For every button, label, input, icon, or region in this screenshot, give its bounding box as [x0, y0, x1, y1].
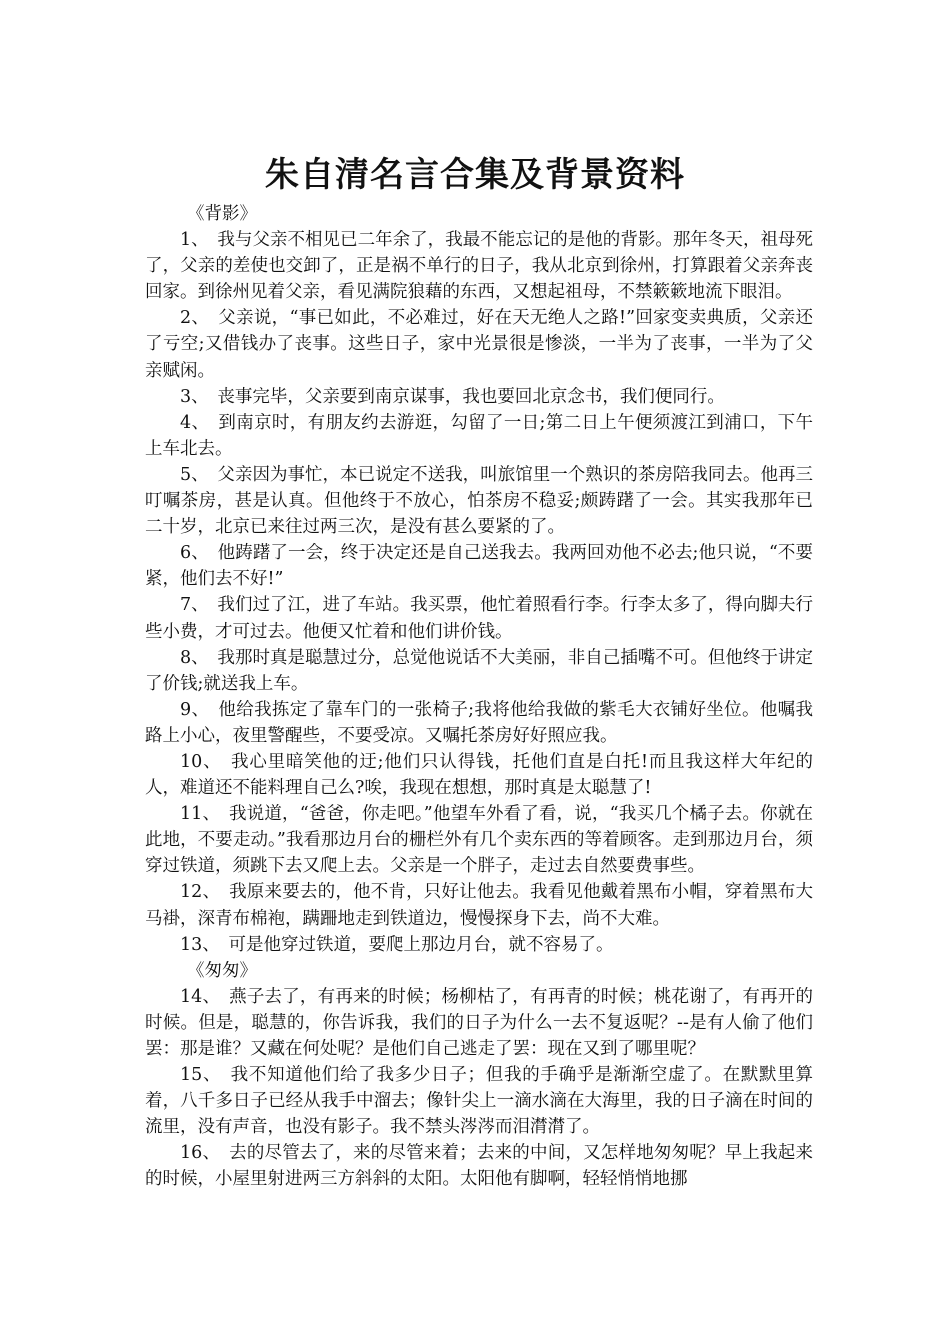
- paragraph: 7、 我们过了江，进了车站。我买票，他忙着照看行李。行李太多了，得向脚夫行些小费，才可过去。他便又忙着和他们讲价钱。: [145, 595, 813, 642]
- paragraph: 8、 我那时真是聪慧过分，总觉他说话不大美丽，非自己插嘴不可。但他终于讲定了价钱;就送我上车。: [145, 647, 813, 694]
- paragraph: 2、 父亲说，“事已如此，不必难过，好在天无绝人之路!”回家变卖典质，父亲还了亏空;又借钱办了丧事。这些日子，家中光景很是惨淡，一半为了丧事，一半为了父亲赋闲。: [145, 308, 813, 381]
- document-body: [145, 201, 813, 1193]
- paragraph: 12、 我原来要去的，他不肯，只好让他去。我看见他戴着黑布小帽，穿着黑布大马褂，深青布棉袍，蹒跚地走到铁道边，慢慢探身下去，尚不大难。: [145, 882, 813, 929]
- paragraph: 11、 我说道，“爸爸，你走吧。”他望车外看了看，说，“我买几个橘子去。你就在此地，不要走动。”我看那边月台的栅栏外有几个卖东西的等着顾客。走到那边月台，须穿过铁道，须跳下去又爬上去。父亲是一个胖子，走过去自然要费事些。: [145, 804, 813, 877]
- paragraph: 5、 父亲因为事忙，本已说定不送我，叫旅馆里一个熟识的茶房陪我同去。他再三叮嘱茶房，甚是认真。但他终于不放心，怕茶房不稳妥;颇踌躇了一会。其实我那年已二十岁，北京已来往过两三次，是没有甚么要紧的了。: [145, 464, 813, 538]
- paragraph: 1、 我与父亲不相见已二年余了，我最不能忘记的是他的背影。那年冬天，祖母死了，父亲的差使也交卸了，正是祸不单行的日子，我从北京到徐州，打算跟着父亲奔丧回家。到徐州见着父亲，看见满院狼藉的东西，又想起祖母，不禁簌簌地流下眼泪。: [145, 230, 813, 303]
- paragraph: 3、 丧事完毕，父亲要到南京谋事，我也要回北京念书，我们便同行。: [180, 386, 725, 407]
- paragraph: 13、 可是他穿过铁道，要爬上那边月台，就不容易了。: [180, 934, 614, 955]
- paragraph: 14、 燕子去了，有再来的时候；杨柳枯了，有再青的时候；桃花谢了，有再开的时候。但是，聪慧的，你告诉我，我们的日子为什么一去不复返呢？--是有人偷了他们罢：那是谁？又藏在何处呢？是他们自己逃走了罢：现在又到了哪里呢？: [145, 986, 813, 1059]
- paragraph: 6、 他踌躇了一会，终于决定还是自己送我去。我两回劝他不必去;他只说，“不要紧，他们去不好!”: [145, 543, 813, 590]
- paragraph: 4、 到南京时，有朋友约去游逛，勾留了一日;第二日上午便须渡江到浦口，下午上车北去。: [145, 412, 813, 459]
- section-heading: 《背影》: [187, 204, 257, 224]
- paragraph: 10、 我心里暗笑他的迂;他们只认得钱，托他们直是白托!而且我这样大年纪的人，难道还不能料理自己么?唉，我现在想想，那时真是太聪慧了!: [145, 751, 813, 799]
- paragraph: 9、 他给我拣定了靠车门的一张椅子;我将他给我做的紫毛大衣铺好坐位。他嘱我路上小心，夜里警醒些，不要受凉。又嘱托茶房好好照应我。: [145, 699, 813, 746]
- document-title: 朱自清名言合集及背景资料: [265, 154, 685, 195]
- section-heading: 《匆匆》: [187, 960, 257, 981]
- paragraph: 16、 去的尽管去了，来的尽管来着；去来的中间，又怎样地匆匆呢？早上我起来的时候，小屋里射进两三方斜斜的太阳。太阳他有脚啊，轻轻悄悄地挪: [145, 1143, 813, 1190]
- paragraph: 15、 我不知道他们给了我多少日子；但我的手确乎是渐渐空虚了。在默默里算着，八千多日子已经从我手中溜去；像针尖上一滴水滴在大海里，我的日子滴在时间的流里，没有声音，也没有影子。我不禁头涔涔而泪潸潸了。: [145, 1065, 813, 1138]
